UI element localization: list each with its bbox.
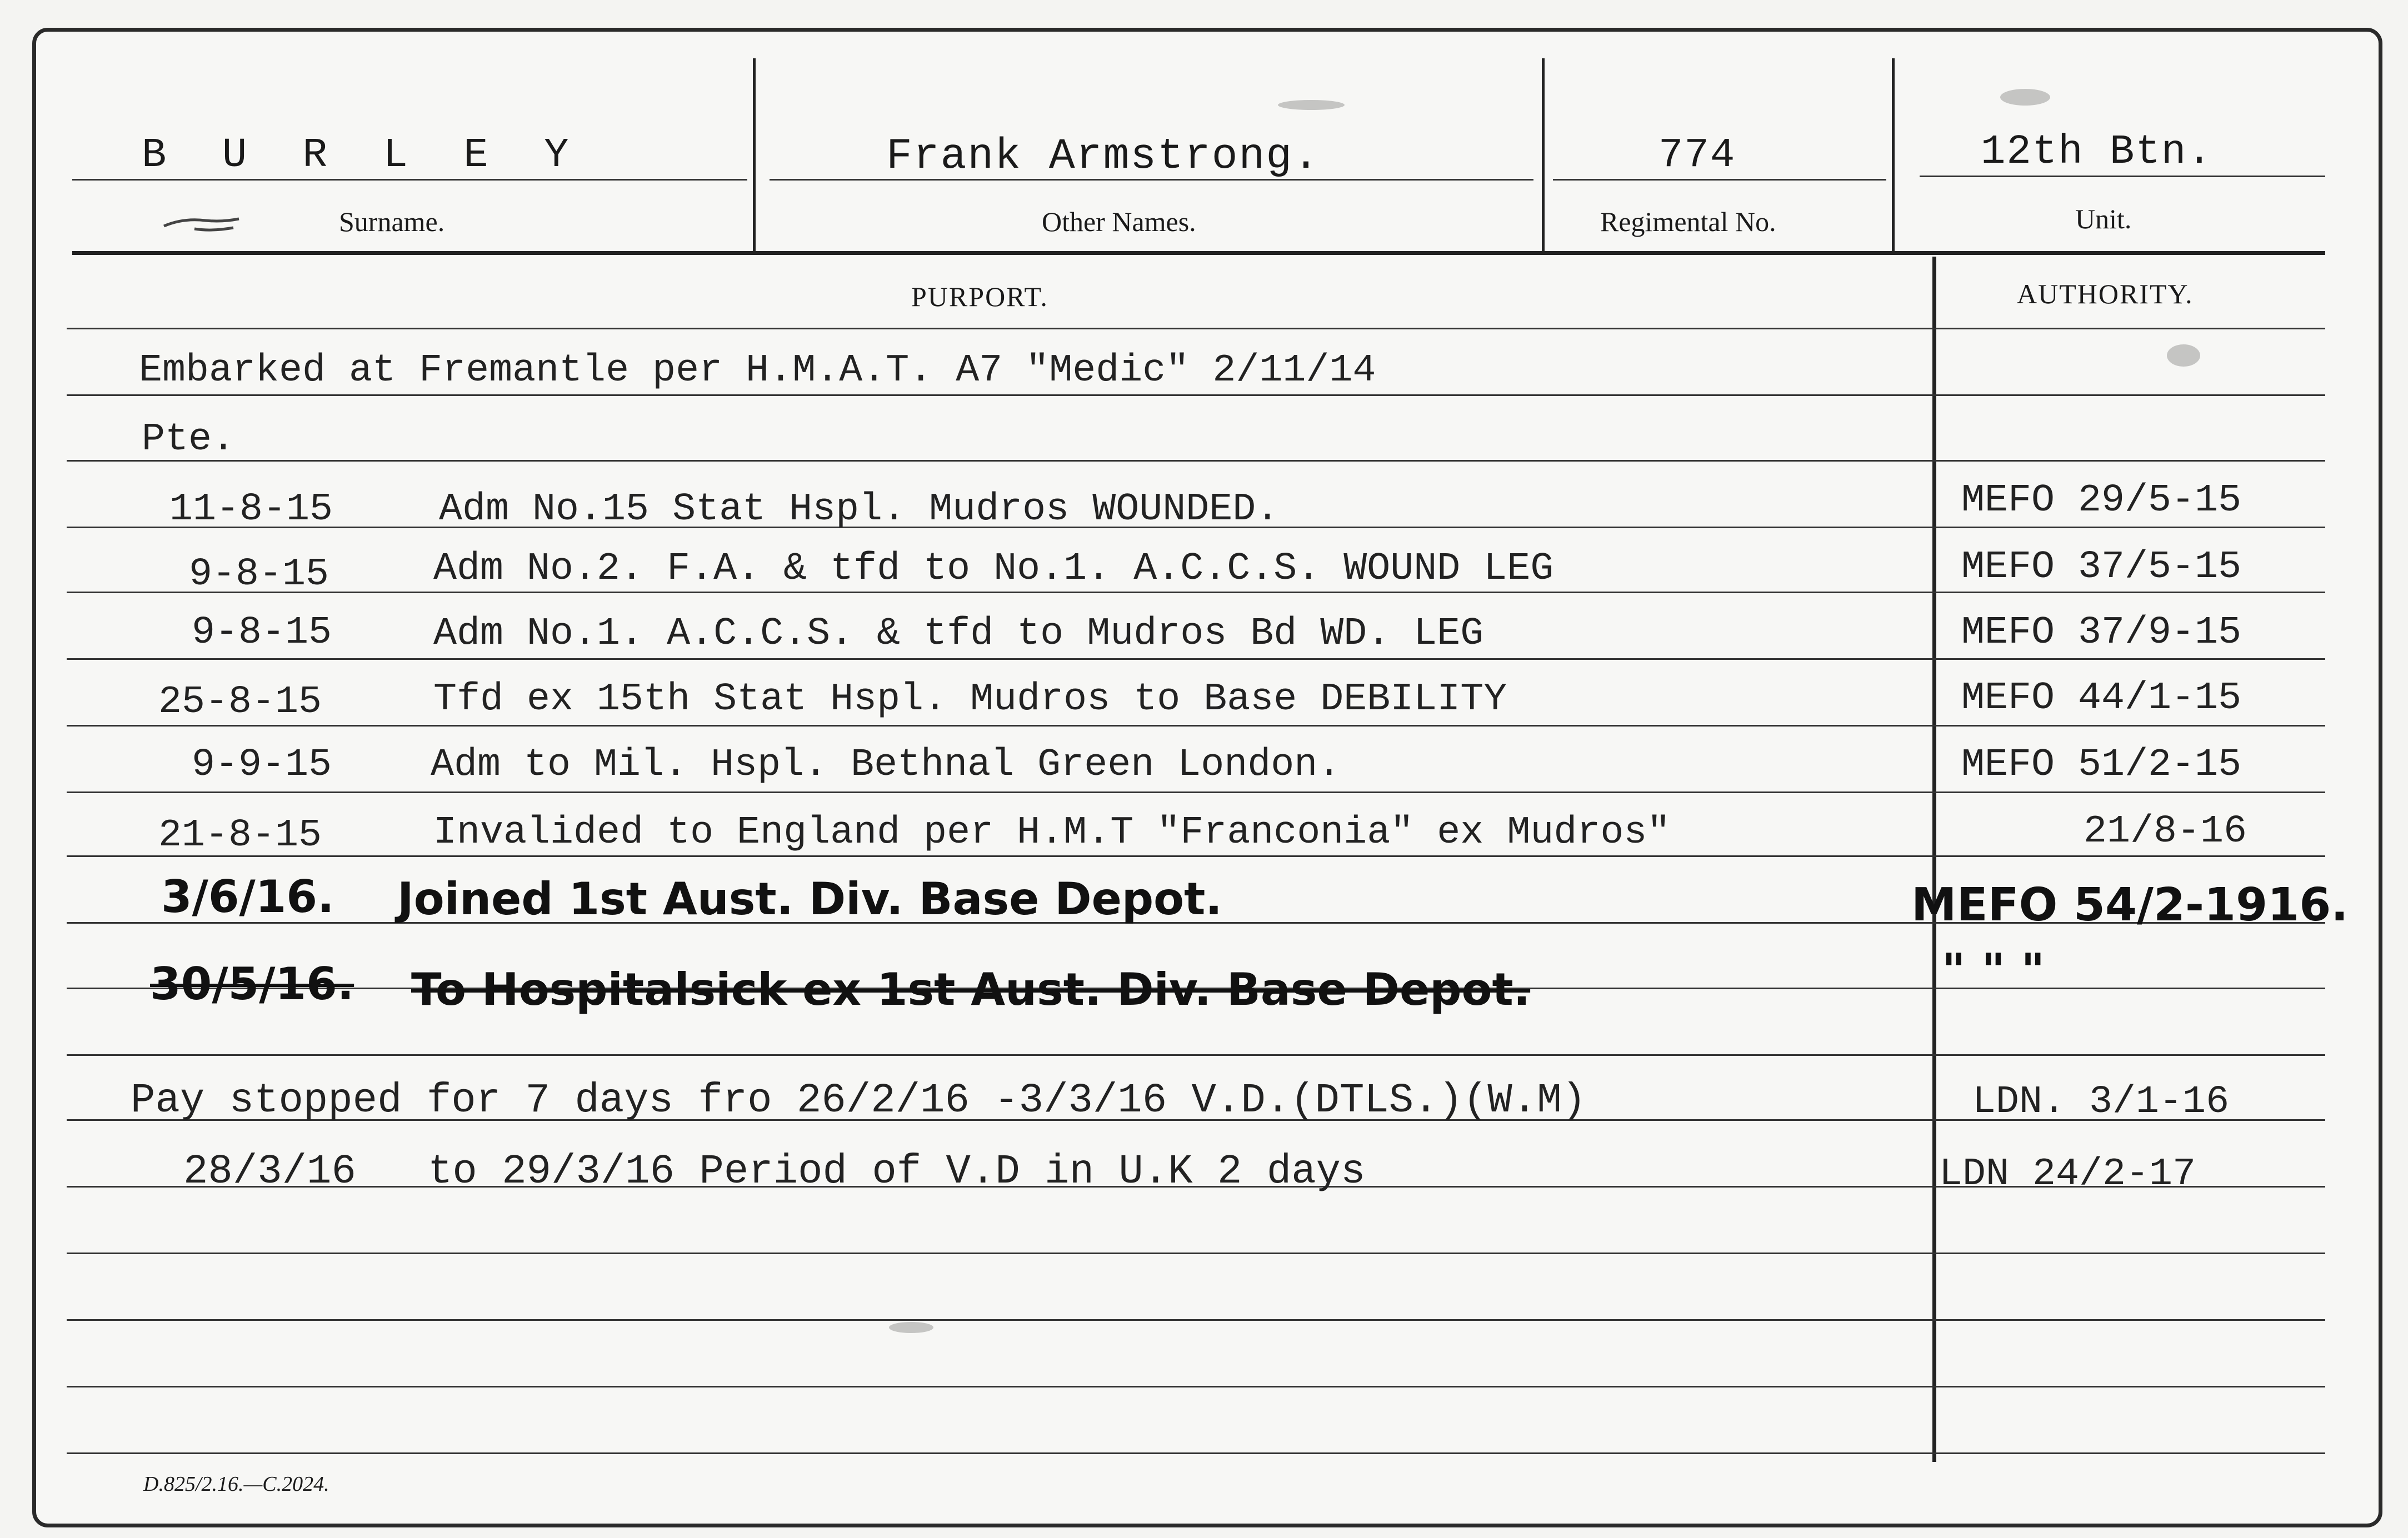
entry-text: Tfd ex 15th Stat Hspl. Mudros to Base DEBILITY xyxy=(433,678,1507,722)
entry-date: 21-8-15 xyxy=(158,814,322,858)
scan-speck xyxy=(2167,344,2200,367)
ruled-line xyxy=(67,592,2325,593)
regimental-no-value: 774 xyxy=(1658,132,1736,179)
other-names-value: Frank Armstrong. xyxy=(886,132,1320,181)
entry-authority: MEFO 29/5-15 xyxy=(1961,479,2242,523)
authority-divider xyxy=(1932,257,1936,1462)
surname-underline xyxy=(72,179,747,181)
regimental-no-underline xyxy=(1553,179,1886,181)
surname-label: Surname. xyxy=(339,206,445,237)
surname-value: B U R L E Y xyxy=(142,132,584,179)
scan-speck xyxy=(1278,100,1345,110)
entry-date: 9-8-15 xyxy=(189,553,329,597)
other-names-label: Other Names. xyxy=(1042,206,1196,237)
header-bottom-rule xyxy=(72,251,2325,255)
pencil-mark xyxy=(161,207,244,240)
entry-authority: LDN. 3/1-16 xyxy=(1972,1080,2230,1124)
unit-value: 12th Btn. xyxy=(1981,129,2213,176)
entry-text: Adm No.1. A.C.C.S. & tfd to Mudros Bd WD. LEG xyxy=(433,612,1484,656)
form-code: D.825/2.16.—C.2024. xyxy=(143,1472,329,1496)
entry-date: 25-8-15 xyxy=(158,680,322,724)
header-divider-1 xyxy=(753,58,756,253)
ruled-line xyxy=(67,725,2325,727)
entry-text: To Hospitalsick ex 1st Aust. Div. Base Depot. xyxy=(411,964,1531,1015)
header-divider-3 xyxy=(1892,58,1895,253)
entry-date: 11-8-15 xyxy=(169,488,333,532)
entry-authority: MEFO 37/5-15 xyxy=(1961,545,2242,589)
entry-text: Adm to Mil. Hspl. Bethnal Green London. xyxy=(431,743,1341,787)
regimental-no-label: Regimental No. xyxy=(1600,206,1776,237)
ruled-line xyxy=(67,1386,2325,1387)
entry-text: Pte. xyxy=(142,418,236,462)
entry-authority: MEFO 51/2-15 xyxy=(1961,743,2242,787)
entry-text: Embarked at Fremantle per H.M.A.T. A7 "Medic" 2/11/14 xyxy=(139,349,1376,393)
entry-date: 9-8-15 xyxy=(192,611,332,655)
entry-authority: 21/8-16 xyxy=(2084,810,2247,854)
entry-text: Pay stopped for 7 days fro 26/2/16 -3/3/16 V.D.(DTLS.)(W.M) xyxy=(131,1078,1587,1124)
ruled-line xyxy=(67,1452,2325,1454)
ruled-line xyxy=(67,791,2325,793)
entry-text: Invalided to England per H.M.T "Franconia" ex Mudros" xyxy=(433,811,1671,855)
authority-heading: AUTHORITY. xyxy=(2017,278,2194,309)
entry-text: Adm No.15 Stat Hspl. Mudros WOUNDED. xyxy=(439,488,1280,532)
header-divider-2 xyxy=(1542,58,1545,253)
purport-heading: PURPORT. xyxy=(911,281,1048,312)
ruled-line xyxy=(67,460,2325,462)
entry-authority: MEFO 44/1-15 xyxy=(1961,677,2242,720)
ruled-line xyxy=(67,328,2325,329)
ruled-line xyxy=(67,658,2325,660)
entry-date: 28/3/16 xyxy=(183,1149,356,1195)
ruled-line xyxy=(67,1319,2325,1321)
scan-speck xyxy=(2000,89,2050,106)
unit-underline xyxy=(1920,176,2325,177)
entry-text: Joined 1st Aust. Div. Base Depot. xyxy=(397,873,1222,925)
ruled-line xyxy=(67,855,2325,857)
ruled-line xyxy=(67,1253,2325,1254)
entry-text: Adm No.2. F.A. & tfd to No.1. A.C.C.S. WOUND LEG xyxy=(433,547,1554,591)
entry-authority: LDN 24/2-17 xyxy=(1939,1153,2196,1196)
entry-date: 30/5/16. xyxy=(150,958,354,1010)
entry-date: 3/6/16. xyxy=(161,871,334,923)
scan-speck xyxy=(889,1322,933,1333)
unit-label: Unit. xyxy=(2075,203,2132,234)
entry-authority: " " " xyxy=(1942,944,2045,997)
entry-authority: MEFO 37/9-15 xyxy=(1961,611,2242,655)
entry-authority: MEFO 54/2-1916. xyxy=(1911,879,2349,931)
ruled-line xyxy=(67,1054,2325,1056)
entry-text: to 29/3/16 Period of V.D in U.K 2 days xyxy=(428,1149,1366,1195)
ruled-line xyxy=(67,394,2325,396)
entry-date: 9-9-15 xyxy=(192,743,332,787)
